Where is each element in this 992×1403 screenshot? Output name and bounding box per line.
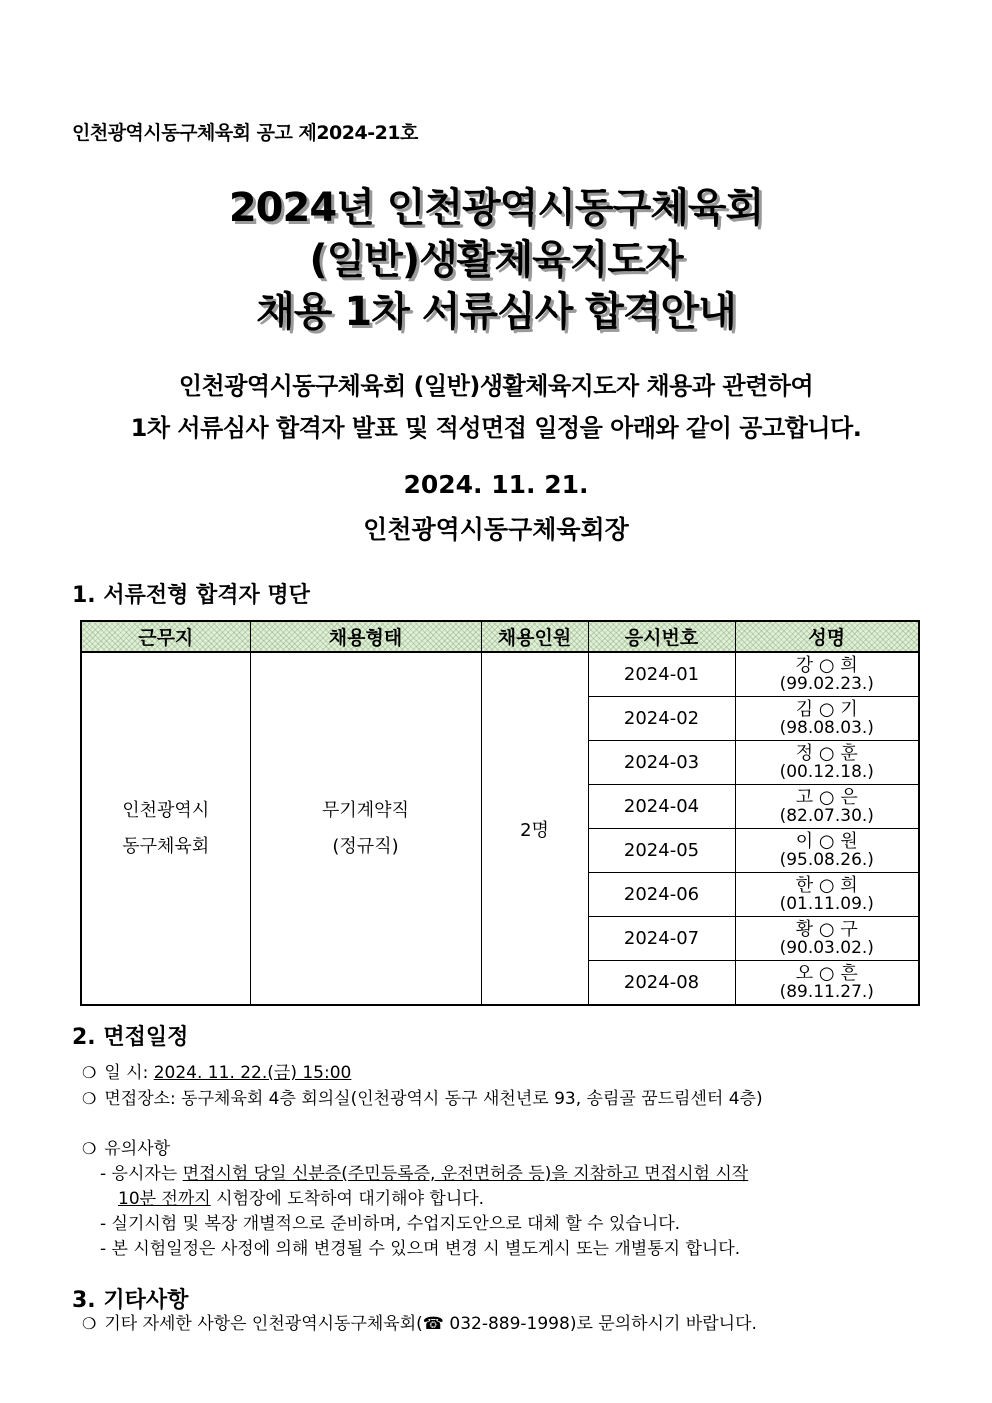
title-line-2: (일반)생활체육지도자 — [309, 237, 683, 283]
candidate-dob: (00.12.18.) — [779, 761, 874, 782]
candidate-dob: (01.11.09.) — [779, 893, 874, 914]
notice-number: 인천광역시동구체육회 공고 제2024-21호 — [72, 122, 418, 144]
candidate-name-cell — [735, 873, 919, 917]
note-3: - 본 시험일정은 사정에 의해 변경될 수 있으며 변경 시 별도게시 또는 개별통지 합니다. — [100, 1239, 741, 1259]
title-line-3: 채용 1차 서류심사 합격안내 — [256, 289, 736, 335]
candidate-dob: (95.08.26.) — [779, 849, 874, 870]
issuer: 인천광역시동구체육회장 — [363, 515, 629, 544]
candidate-number: 2024-04 — [588, 785, 735, 829]
note-1-suffix: 시험장에 도착하여 대기해야 합니다. — [216, 1189, 485, 1209]
section3-heading: 3. 기타사항 — [72, 1288, 189, 1313]
candidate-number: 2024-03 — [588, 741, 735, 785]
candidate-name: 김 ○ 기 — [795, 698, 858, 720]
circle-bullet-icon: ❍ — [82, 1139, 97, 1158]
candidate-name-cell — [735, 697, 919, 741]
contact-phone: 032-889-1998 — [449, 1314, 570, 1334]
candidate-number: 2024-07 — [588, 917, 735, 961]
candidate-name: 강 ○ 희 — [795, 654, 858, 676]
phone-icon: ☎ — [422, 1314, 444, 1334]
circle-bullet-icon: ❍ — [82, 1314, 97, 1333]
candidate-number: 2024-08 — [588, 961, 735, 1006]
table-header-row — [81, 621, 919, 652]
circle-bullet-icon: ❍ — [82, 1063, 97, 1082]
notes-heading-text: 유의사항 — [104, 1139, 171, 1159]
contact-text-before: 기타 자세한 사항은 인천광역시동구체육회( — [104, 1314, 423, 1334]
workplace-line: 인천광역시 — [122, 799, 210, 821]
place-label: 면접장소: — [104, 1089, 176, 1109]
notes-heading — [82, 1134, 170, 1159]
candidate-name: 황 ○ 구 — [795, 918, 858, 940]
section1-heading: 1. 서류전형 합격자 명단 — [72, 583, 310, 608]
note-2: - 실기시험 및 복장 개별적으로 준비하며, 수업지도안으로 대체 할 수 있습니다. — [100, 1214, 681, 1234]
candidate-name: 이 ○ 원 — [795, 830, 858, 852]
interview-datetime — [82, 1058, 351, 1083]
employment-type-cell — [250, 652, 481, 1005]
candidate-name: 정 ○ 훈 — [795, 742, 858, 764]
candidate-name-cell — [735, 961, 919, 1006]
col-header: 성명 — [735, 621, 919, 652]
candidate-dob: (98.08.03.) — [779, 717, 874, 738]
note-1-line-2 — [118, 1184, 484, 1209]
candidate-name-cell — [735, 741, 919, 785]
candidate-number: 2024-02 — [588, 697, 735, 741]
col-header: 채용형태 — [250, 621, 481, 652]
table-row — [81, 652, 919, 697]
circle-bullet-icon: ❍ — [82, 1089, 97, 1108]
note-1-prefix: - 응시자는 — [100, 1164, 178, 1184]
candidate-dob: (90.03.02.) — [779, 937, 874, 958]
candidate-dob: (89.11.27.) — [779, 981, 874, 1002]
candidate-name-cell — [735, 652, 919, 697]
section2-heading: 2. 면접일정 — [72, 1025, 189, 1050]
workplace-line: 동구체육회 — [122, 835, 210, 857]
candidate-name-cell — [735, 917, 919, 961]
intro-line-1: 인천광역시동구체육회 (일반)생활체육지도자 채용과 관련하여 — [178, 372, 814, 400]
announce-date: 2024. 11. 21. — [403, 470, 589, 499]
col-header: 채용인원 — [481, 621, 588, 652]
title-line-1: 2024년 인천광역시동구체육회 — [228, 185, 764, 231]
datetime-label: 일 시: — [104, 1063, 149, 1083]
candidate-number: 2024-06 — [588, 873, 735, 917]
col-header: 근무지 — [81, 621, 250, 652]
candidate-dob: (82.07.30.) — [779, 805, 874, 826]
datetime-value: 2024. 11. 22.(금) 15:00 — [153, 1063, 352, 1083]
headcount-cell: 2명 — [481, 652, 588, 1005]
interview-place — [82, 1084, 763, 1109]
candidate-name-cell — [735, 785, 919, 829]
note-1-line-1 — [100, 1159, 748, 1184]
candidate-name: 오 ○ 흔 — [795, 962, 858, 984]
note-1-emphasis-b: 10분 전까지 — [118, 1189, 211, 1209]
candidate-number: 2024-01 — [588, 652, 735, 697]
note-1-emphasis-a: 면접시험 당일 신분증(주민등록증, 운전면허증 등)을 지참하고 면접시험 시작 — [182, 1164, 749, 1184]
candidate-name: 한 ○ 희 — [795, 874, 858, 896]
intro-line-2: 1차 서류심사 합격자 발표 및 적성면접 일정을 아래와 같이 공고합니다. — [130, 414, 862, 442]
candidate-dob: (99.02.23.) — [779, 673, 874, 694]
contact-line — [82, 1309, 757, 1334]
workplace-cell — [81, 652, 250, 1005]
contact-text-after: )로 문의하시기 바랍니다. — [569, 1314, 757, 1334]
candidate-name-cell — [735, 829, 919, 873]
col-header: 응시번호 — [588, 621, 735, 652]
place-value: 동구체육회 4층 회의실(인천광역시 동구 새천년로 93, 송림골 꿈드림센터 4층) — [181, 1089, 763, 1109]
roster-table — [80, 620, 920, 1006]
candidate-number: 2024-05 — [588, 829, 735, 873]
employment-type-line: 무기계약직 — [322, 799, 409, 821]
candidate-name: 고 ○ 은 — [795, 786, 858, 808]
employment-type-line: (정규직) — [332, 835, 399, 857]
